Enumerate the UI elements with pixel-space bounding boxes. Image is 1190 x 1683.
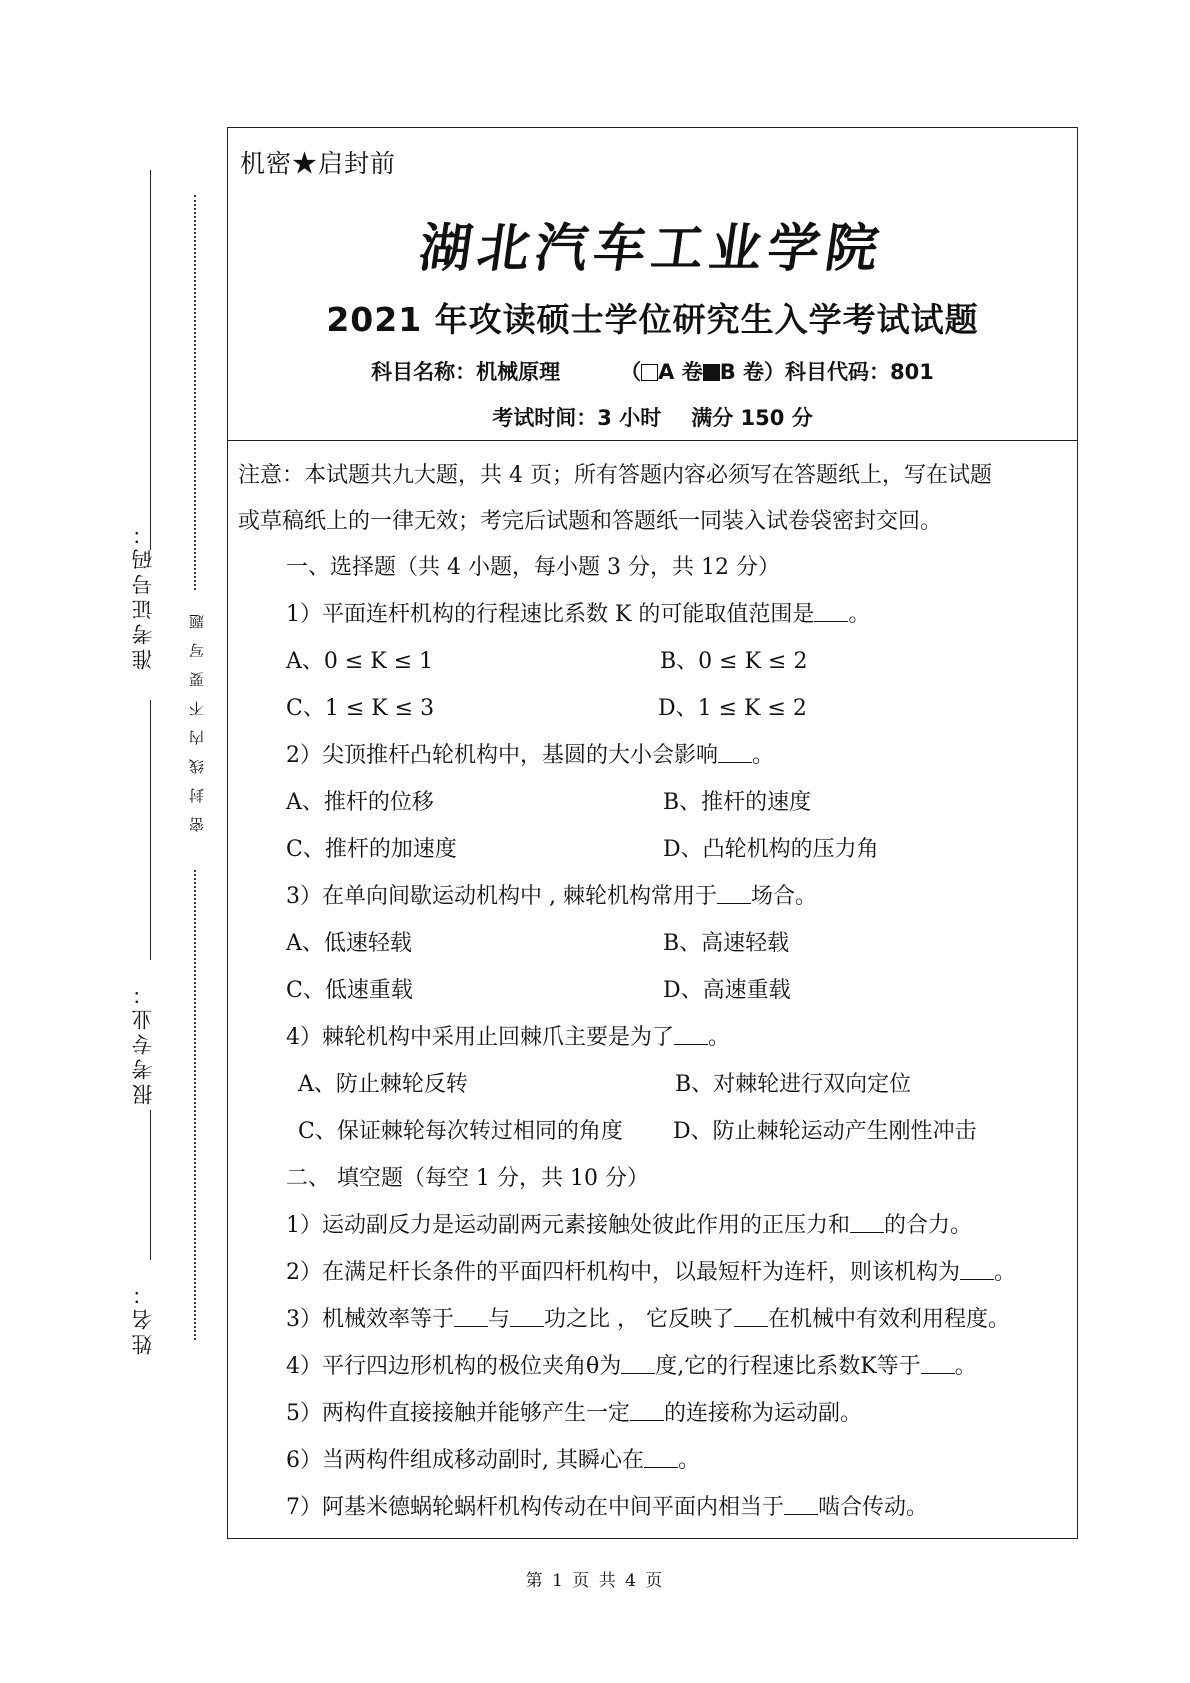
fill-3-text-d: 在机械中有效利用程度。 — [768, 1307, 1011, 1332]
fill-1-end: 的合力。 — [884, 1213, 973, 1238]
seal-note: 密封线内不要写题 — [188, 600, 206, 832]
q3-text: 3）在单向间歇运动机构中 , 棘轮机构常用于 — [286, 884, 717, 909]
q2-end: 。 — [752, 743, 775, 768]
margin-line-bottom — [150, 1110, 151, 1260]
q2-option-a: A、推杆的位移 — [286, 790, 434, 815]
margin-line-mid — [150, 700, 151, 960]
q2-stem — [286, 738, 774, 769]
fill-3-blank-3 — [734, 1325, 768, 1327]
fill-5 — [286, 1396, 862, 1427]
q4-text: 4）棘轮机构中采用止回棘爪主要是为了 — [286, 1025, 674, 1050]
q4-option-c: C、保证棘轮每次转过相同的角度 — [298, 1119, 623, 1144]
fill-6-blank — [644, 1466, 678, 1468]
major-label: 报考专业： — [131, 980, 155, 1105]
subject-label: 科目名称：机械原理 — [371, 360, 561, 384]
fill-4-end: 。 — [954, 1354, 977, 1379]
q4-end: 。 — [708, 1025, 731, 1050]
exam-title: 2021 年攻读硕士学位研究生入学考试试题 — [326, 300, 979, 339]
fill-3-text-b: 与 — [488, 1307, 511, 1332]
paper-open: （ — [620, 360, 642, 384]
fill-4-blank-2 — [921, 1372, 955, 1374]
fill-4 — [286, 1349, 977, 1380]
fill-4-text-a: 4）平行四边形机构的极位夹角θ为 — [286, 1354, 622, 1379]
fill-3-blank-2 — [510, 1325, 544, 1327]
q2-text: 2）尖顶推杆凸轮机构中，基圆的大小会影响 — [286, 743, 718, 768]
q2-option-c: C、推杆的加速度 — [286, 837, 457, 862]
paper-a-label: A 卷 — [658, 360, 703, 384]
q1-text: 1）平面连杆机构的行程速比系数 K 的可能取值范围是 — [286, 602, 815, 627]
fill-4-blank-1 — [621, 1372, 655, 1374]
section1-title: 一、选择题（共 4 小题，每小题 3 分，共 12 分） — [286, 555, 780, 580]
fill-2 — [286, 1255, 1016, 1286]
candidate-id-label: 准考证号码： — [131, 520, 155, 670]
q1-stem — [286, 597, 870, 628]
fill-7-text: 7）阿基米德蜗轮蜗杆机构传动在中间平面内相当于 — [286, 1495, 784, 1520]
seal-dotted-line-bottom — [194, 870, 196, 1340]
fill-3-text-a: 3）机械效率等于 — [286, 1307, 454, 1332]
seal-dotted-line-top — [194, 195, 196, 590]
q1-option-d: D、1 ≤ K ≤ 2 — [658, 696, 807, 721]
fill-1 — [286, 1208, 972, 1239]
fill-3-blank-1 — [454, 1325, 488, 1327]
paper-b-label: B 卷） — [719, 360, 786, 384]
q4-option-b: B、对棘轮进行双向定位 — [675, 1072, 912, 1097]
school-name: 湖北汽车工业学院 — [415, 218, 889, 279]
fill-7-end: 啮合传动。 — [818, 1495, 929, 1520]
notice-line-1: 注意：本试题共九大题，共 4 页；所有答题内容必须写在答题纸上，写在试题 — [238, 463, 992, 488]
q1-option-a: A、0 ≤ K ≤ 1 — [286, 649, 434, 674]
fill-2-blank — [960, 1278, 994, 1280]
header-divider — [228, 440, 1077, 441]
q3-end: 场合。 — [750, 884, 817, 909]
page-footer: 第 1 页 共 4 页 — [525, 1571, 665, 1591]
q3-option-a: A、低速轻载 — [286, 931, 412, 956]
fill-3 — [286, 1302, 1010, 1333]
name-label: 姓名： — [131, 1280, 155, 1355]
q1-end: 。 — [848, 602, 871, 627]
section2-title: 二、 填空题（每空 1 分，共 10 分） — [286, 1166, 649, 1191]
time-line — [228, 402, 1077, 432]
exam-paper-frame — [227, 127, 1078, 1539]
fill-5-text: 5）两构件直接接触并能够产生一定 — [286, 1401, 630, 1426]
code-label: 科目代码：801 — [785, 360, 934, 384]
fill-2-text: 2）在满足杆长条件的平面四杆机构中，以最短杆为连杆，则该机构为 — [286, 1260, 960, 1285]
q4-option-a: A、防止棘轮反转 — [298, 1072, 468, 1097]
secret-label: 机密★启封前 — [240, 149, 397, 178]
q4-stem — [286, 1020, 730, 1051]
q2-option-d: D、凸轮机构的压力角 — [663, 837, 879, 862]
time-label: 考试时间：3 小时 — [492, 406, 662, 430]
score-label: 满分 150 分 — [691, 406, 813, 430]
fill-6 — [286, 1443, 700, 1474]
subject-line — [228, 356, 1077, 386]
paper-a-checkbox — [641, 364, 658, 381]
q2-option-b: B、推杆的速度 — [663, 790, 812, 815]
fill-1-blank — [850, 1231, 884, 1233]
q3-blank — [717, 902, 751, 904]
fill-6-end: 。 — [678, 1448, 701, 1473]
notice-line-2: 或草稿纸上的一律无效；考完后试题和答题纸一同装入试卷袋密封交回。 — [238, 509, 943, 534]
fill-3-text-c: 功之比 ， 它反映了 — [544, 1307, 735, 1332]
q3-option-c: C、低速重载 — [286, 978, 413, 1003]
q3-option-d: D、高速重载 — [663, 978, 791, 1003]
fill-1-text: 1）运动副反力是运动副两元素接触处彼此作用的正压力和 — [286, 1213, 850, 1238]
fill-4-text-b: 度,它的行程速比系数K等于 — [655, 1354, 921, 1379]
q4-blank — [674, 1043, 708, 1045]
fill-7-blank — [784, 1513, 818, 1515]
fill-5-blank — [630, 1419, 664, 1421]
q3-stem — [286, 879, 817, 910]
q3-option-b: B、高速轻载 — [663, 931, 790, 956]
q4-option-d: D、防止棘轮运动产生刚性冲击 — [673, 1119, 977, 1144]
q1-option-b: B、0 ≤ K ≤ 2 — [660, 649, 808, 674]
q2-blank — [718, 761, 752, 763]
paper-b-checkbox — [703, 364, 720, 381]
q1-blank — [814, 620, 848, 622]
fill-5-end: 的连接称为运动副。 — [664, 1401, 863, 1426]
fill-7 — [286, 1490, 928, 1521]
margin-line-top — [150, 170, 151, 550]
fill-2-end: 。 — [994, 1260, 1017, 1285]
fill-6-text: 6）当两构件组成移动副时, 其瞬心在 — [286, 1448, 644, 1473]
q1-option-c: C、1 ≤ K ≤ 3 — [286, 696, 435, 721]
